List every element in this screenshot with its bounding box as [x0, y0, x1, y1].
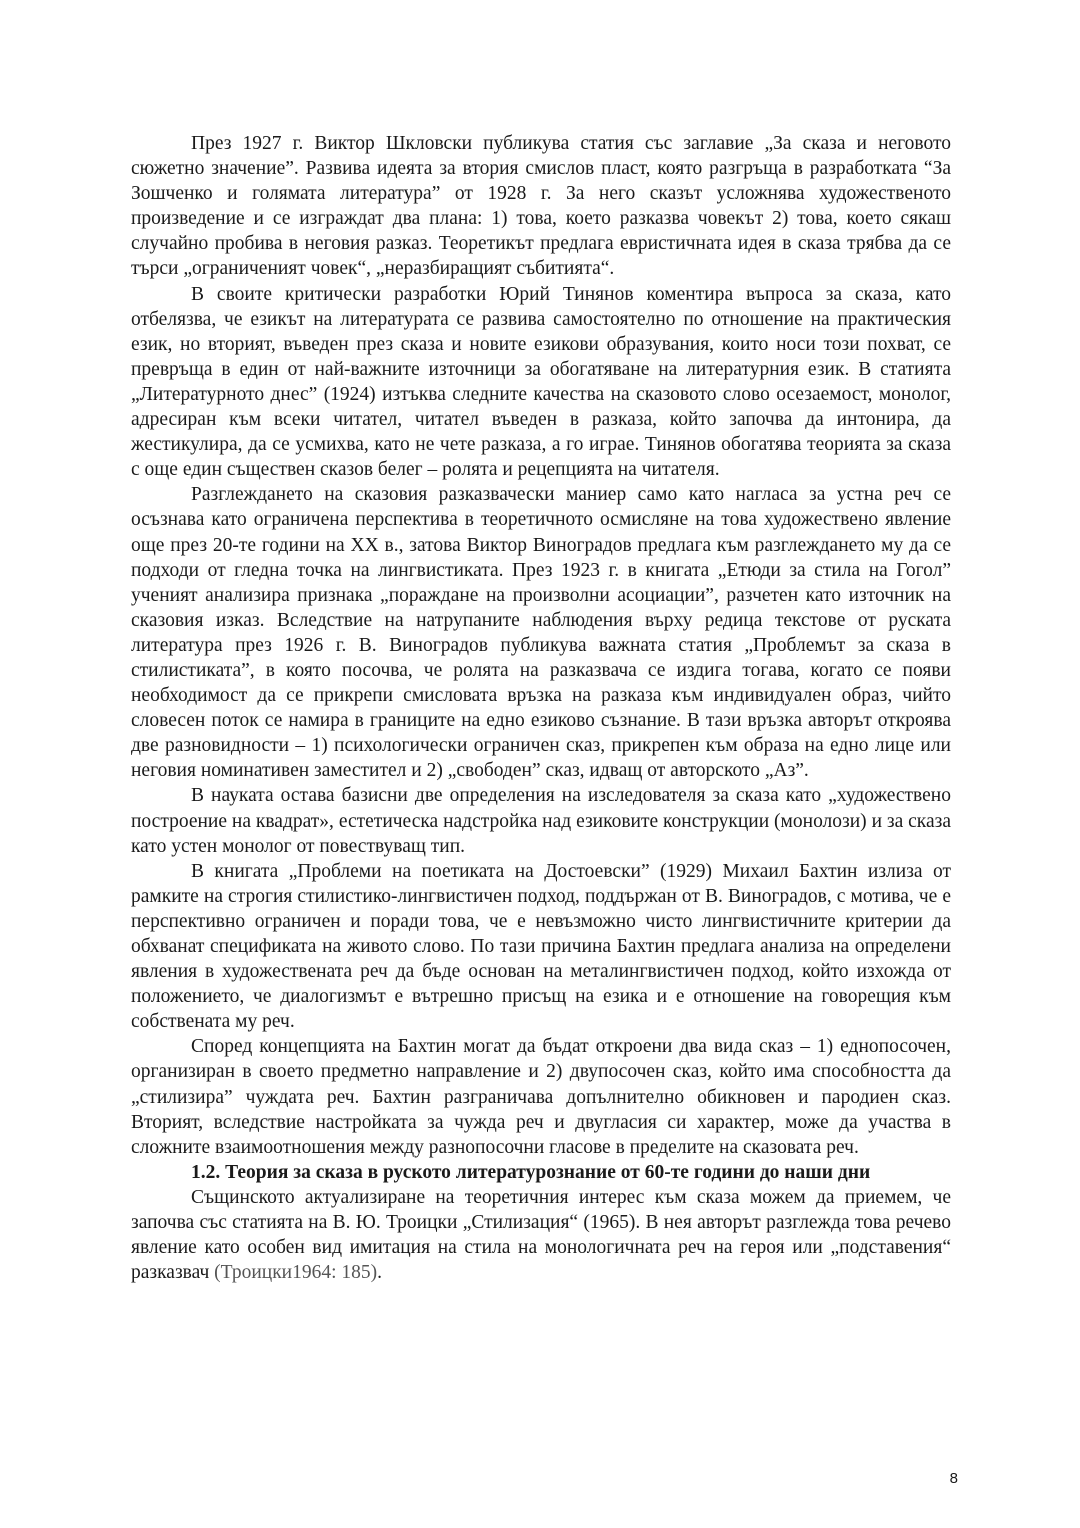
paragraph-troitsky-end: .	[377, 1262, 383, 1284]
paragraph-troitsky	[131, 1185, 951, 1285]
page-number: 8	[949, 1470, 958, 1487]
paragraph-vinogradov: Разглеждането на сказовия разказвачески маниер само като нагласа за устна реч се осъзнава като ограничена перспектива в теоретичното осмисляне на това художествено явление още през 20-те години на XX в., затова Виктор Виноградов предлага към разглеждането му да се подходи от гледна точка на лингвистиката. През 1923 г. в книгата „Етюди за стила на Гогол” ученият анализира признака „пораждане на произволни асоциации”, разчетен като източник на сказовия изказ. Вследствие на натрупаните наблюдения върху редица текстове от руската литература през 1926 г. В. Виноградов публикува важната статия „Проблемът за сказа в стилистиката”, в която посочва, че ролята на разказвача се издига тогава, когато се появи необходимост да се прикрепи смисловата връзка на разказа към индивидуален образ, чийто словесен поток се намира в границите на едно езиково съзнание. В тази връзка авторът откроява две разновидности – 1) психологически ограничен сказ, прикрепен към образа на едно лице или неговия номинативен заместител и 2) „свободен” сказ, идващ от авторското „Аз”.	[131, 484, 951, 782]
paragraph-tynyanov: В своите критически разработки Юрий Тинянов коментира въпроса за сказа, като отбелязва, че езикът на литературата се развива самостоятелно по отношение на практическия език, но вторият, въведен през сказа и новите езикови образувания, които носи този похват, се превръща в един от най-важните източници за обогатяване на литературния език. В статията „Литературното днес” (1924) изтъква следните качества на сказовото слово осезаемост, монолог, адресиран към всеки читател, читател въведен в разказа, който започва да интонира, да жестикулира, да се усмихва, като не чете разказа, а го играе. Тинянов обогатява теорията за сказа с още един съществен сказов белег – ролята и рецепцията на читателя.	[131, 283, 951, 481]
paragraph-bakhtin: В книгата „Проблеми на поетиката на Достоевски” (1929) Михаил Бахтин излиза от рамките на строгия стилистико-лингвистичен подход, поддържан от В. Виноградов, с мотива, че е перспективно ограничен и поради това, че е невъзможно чисто лингвистичните критерии да обхванат спецификата на живото слово. По тази причина Бахтин предлага анализа на определени явления в художествената реч да бъде основан на металингвистичен подход, който изхожда от положението, че диалогизмът е вътрешно присъщ на езика и е отношение на говорещия към собствената му реч.	[131, 860, 951, 1033]
section-heading: 1.2. Теория за сказа в руското литературознание от 60-те години до наши дни	[191, 1161, 871, 1183]
paragraph-definitions: В науката остава базисни две определения на изследователя за сказа като „художествено построение на квадрат», естетическа надстройка над езиковите конструкции (монолози) и за сказа като устен монолог от повествуващ тип.	[131, 785, 951, 857]
paragraph-troitsky-text: Същинското актуализиране на теоретичния интерес към сказа можем да приемем, че започва със статията на В. Ю. Троицки „Стилизация“ (1965). В нея авторът разглежда това речево явление като особен вид имитация на стила на монологичната реч на героя или „подставения“ разказвач	[131, 1186, 951, 1284]
citation: (Троицки1964: 185)	[214, 1262, 378, 1284]
paragraph-bakhtin-concept: Според концепцията на Бахтин могат да бъдат откроени два вида сказ – 1) еднопосочен, организиран в своето предметно направление и 2) двупосочен сказ, който има способността да „стилизира” чуждата реч. Бахтин разграничава допълнително обикновен и пародиен сказ. Вторият, вследствие настройката за чужда реч и двугласия си характер, може да участва в сложните взаимоотношения между разнопосочни гласове в пределите на сказовата реч.	[131, 1036, 951, 1158]
document-body	[131, 131, 951, 1285]
paragraph-shklovsky: През 1927 г. Виктор Шкловски публикува статия със заглавие „За сказа и неговото сюжетно значение”. Развива идеята за втория смислов пласт, която разгръща в разработката “За Зошченко и голямата литература” от 1928 г. За него сказът усложнява художественото произведение и се изграждат два плана: 1) това, което разказва човекът 2) това, което сякаш случайно пробива в неговия разказ. Теоретикът предлага евристичната идея в сказа трябва да се търси „ограниченият човек“, „неразбиращият събитията“.	[131, 133, 951, 280]
